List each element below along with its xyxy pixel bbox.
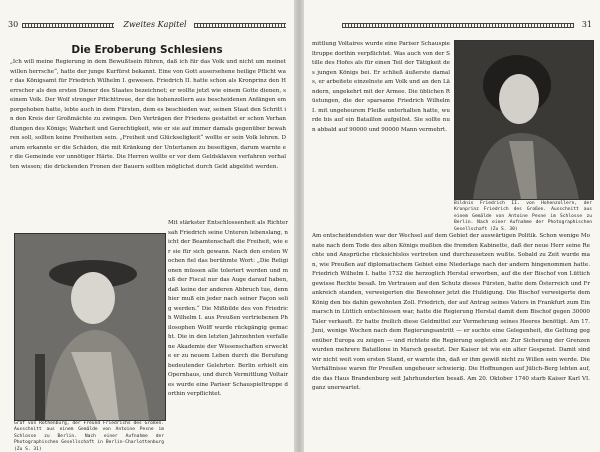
portrait-illustration: [15, 234, 165, 420]
page-number: 30: [8, 20, 19, 29]
figure-caption: Graf von Rothenburg, der Freund Friedrichs des Großen. Ausschnitt aus einem Gemälde von Antoine Pesne im Schlosse zu Berlin. Nach einer Aufnahme der Photographischen Gesellschaft in Berlin-Charlottenburg (Zu S. 31): [14, 421, 164, 452]
running-head: Zweites Kapitel: [123, 20, 187, 29]
figure-caption: Bildnis Friedrich II. von Hohenzollern, der Kronprinz Friedrich des Großen. Ausschnitt aus einem Gemälde von Antoine Pesne im Schlosse zu Berlin. Nach einer Aufnahme der Photographischen Gesellschaft (Zu S. 30): [454, 201, 592, 232]
header-ornament: [342, 23, 574, 28]
portrait-figure: [14, 233, 166, 421]
right-page-header: [312, 19, 592, 31]
body-text-column: mittlung Voltaires wurde eine Pariser Schauspieltruppe dorthin verpflichtet. Was auch von der Stille des Hofes als für einen Teil der Tätigkeit des jungen Königs bei. Er schließ äußerste damals, er arbeitete einzelnste am Volk und an den Ländern, ungekehrt mit der Armee. Die üblichen Rüstungen, die der sparsame Friedrich Wilhelm I. mit ungeheurem Fleiße unterhalten hatte, wurde bis auf ein Bataillon aufgelöst. Sie sollte nun abbald auf 90000 und 90000 Mann vermehrt.: [312, 41, 450, 133]
portrait-figure: [454, 40, 594, 200]
book-gutter: [294, 0, 304, 452]
left-page: [0, 0, 294, 452]
right-page: [304, 0, 600, 452]
page-number: 31: [581, 20, 592, 29]
body-text: „Ich will meine Regierung in dem Bewußtsein führen, daß ich für das Volk und nicht um meinetwillen herrsche“, hatte der junge Kurfürst bekannt. Eine von Gott ausersehene heilige Pflicht war das Königsamt für Friedrich Wilhelm I. gewesen. Friedrich II. hatte schon als Kronprinz den Herrscher als den ersten Diener des Staates bezeichnet; er wollte jetzt wie einem Gotte dienen, seinem Volk. Der Wolf strenger Pflichttreue, der die hohenzollern aus bescheidenen Anfängen emporgehoben hatte, lebte auch in dem Fürsten, dem es beschieden war, seinen Staat den Schritt in den Kreis der Großmächte zu zwingen. Den Verträgen der Friedens gestattet er schon Verhandlungen des Königs; Wahrheit und Gerechtigkeit, wie er sie auf immer damals gegenüber bewahren soll, sollten keine Freiheiten sein. „Freiheit und Glückseligkeit“ wollte er sein Volk lehren. Darum erkannte er die Schäden, die mit Kränkung der Untertanen zu beseitigen, darum warnte er die Gemeinde vor unnötiger Härte. Die Herren wollte er vor dem Geldsklaven verfahren verhalten wissen; die drückenden Fronen der Bauern sollten möglichst durch Geld abgelöst werden.: [10, 59, 286, 170]
header-ornament: [22, 23, 114, 28]
body-text: Am entscheidendsten war der Wechsel auf dem Gebiet der auswärtigen Politik. Schon wenige Monate nach dem Tode des alten Königs mußten die fremden Kabinette, daß der neue Herr seine Rechte und Ansprüche rücksichtslos vertreten und durchzusetzen wußte. Sobald zu Zeit wurde man, wie Preußen auf diplomatischem Gebiet eine Niederlage nach der andern hingenommen hatte. Friedrich Wilhelm I. hatte 1732 die herzoglich Herstal erworben, auf die der Bischof von Lüttich gewisse Rechte besaß. Im Vertrauen auf den Schutz dieses Fürsten, hatte dem Österreich und Frankreich standen, verweigerten die Bewohner jetzt die Huldigung. Die Bischof verweigerte dem König den bis dahin gewohnten Zoll. Friedrich, der auf Antrag seines Vaters in Frankfurt zum Einmarsch in Lüttich entschlossen war, hatte die Regierung Herstal damit dem Bischof gegen 30000 Taler verkauft. Er hatte freilich diese Geldmittel zur Vermehrung seines Heeres benötigt. Am 17. Juni, wenige Wochen nach dem Regierungsantritt — er suchte eine Gelegenheit, die Geltung gegenüber Europa zu zeigen — und richtete die Regierung sogleich an: Zur Sicherung der Grenzen wurden mehrere Bataillone in Marsch gesetzt. Der Kaiser ist wie ein alter Gespenst. Damit sind wir nicht weit vom ersten Stand, er warnte ihn, daß er ihm gewiß nicht zu Willen sein werde. Die Verhältnisse waren für Preußen ungeheuer schwierig. Die Hoffnungen auf Jülich-Berg lebten auf, die das Haus Brandenburg seit Jahrhunderten besaß. Am 20. Oktober 1740 starb Kaiser Karl VI. ganz unerwartet.: [312, 233, 590, 391]
body-text-column: Mit stärkster Entschlossenheit als Richter sah Friedrich seine Unteren lebenslang, nicht der Beamtenschaft die Freiheit, wie er sie für sich gewann. Nach den ersten Wochen fiel das berühmte Wort: „Die Religionen müssen alle toleriert werden und muß der Fiscal nur das Auge darauf haben, daß keine der anderen Abbruch tue, denn hier muß ein jeder nach seiner Façon selig werden.“ Die Mißbilde des von Friedrich Wilhelm I. aus Preußen vertriebenen Philosophen Wolff wurde rückgängig gemacht. Die in den letzten Jahrzehnten verfallene Akademie der Wissenschaften erweckte er zu neuem Leben durch die Berufung bedeutender Gelehrter. Berlin erhielt ein Opernhaus, und durch Vermittlung Voltaires wurde eine Pariser Schauspieltruppe dorthin verpflichtet.: [168, 220, 288, 397]
header-ornament: [194, 23, 286, 28]
chapter-title: Die Eroberung Schlesiens: [71, 44, 223, 56]
portrait-illustration: [455, 41, 593, 199]
left-page-header: [8, 19, 286, 31]
